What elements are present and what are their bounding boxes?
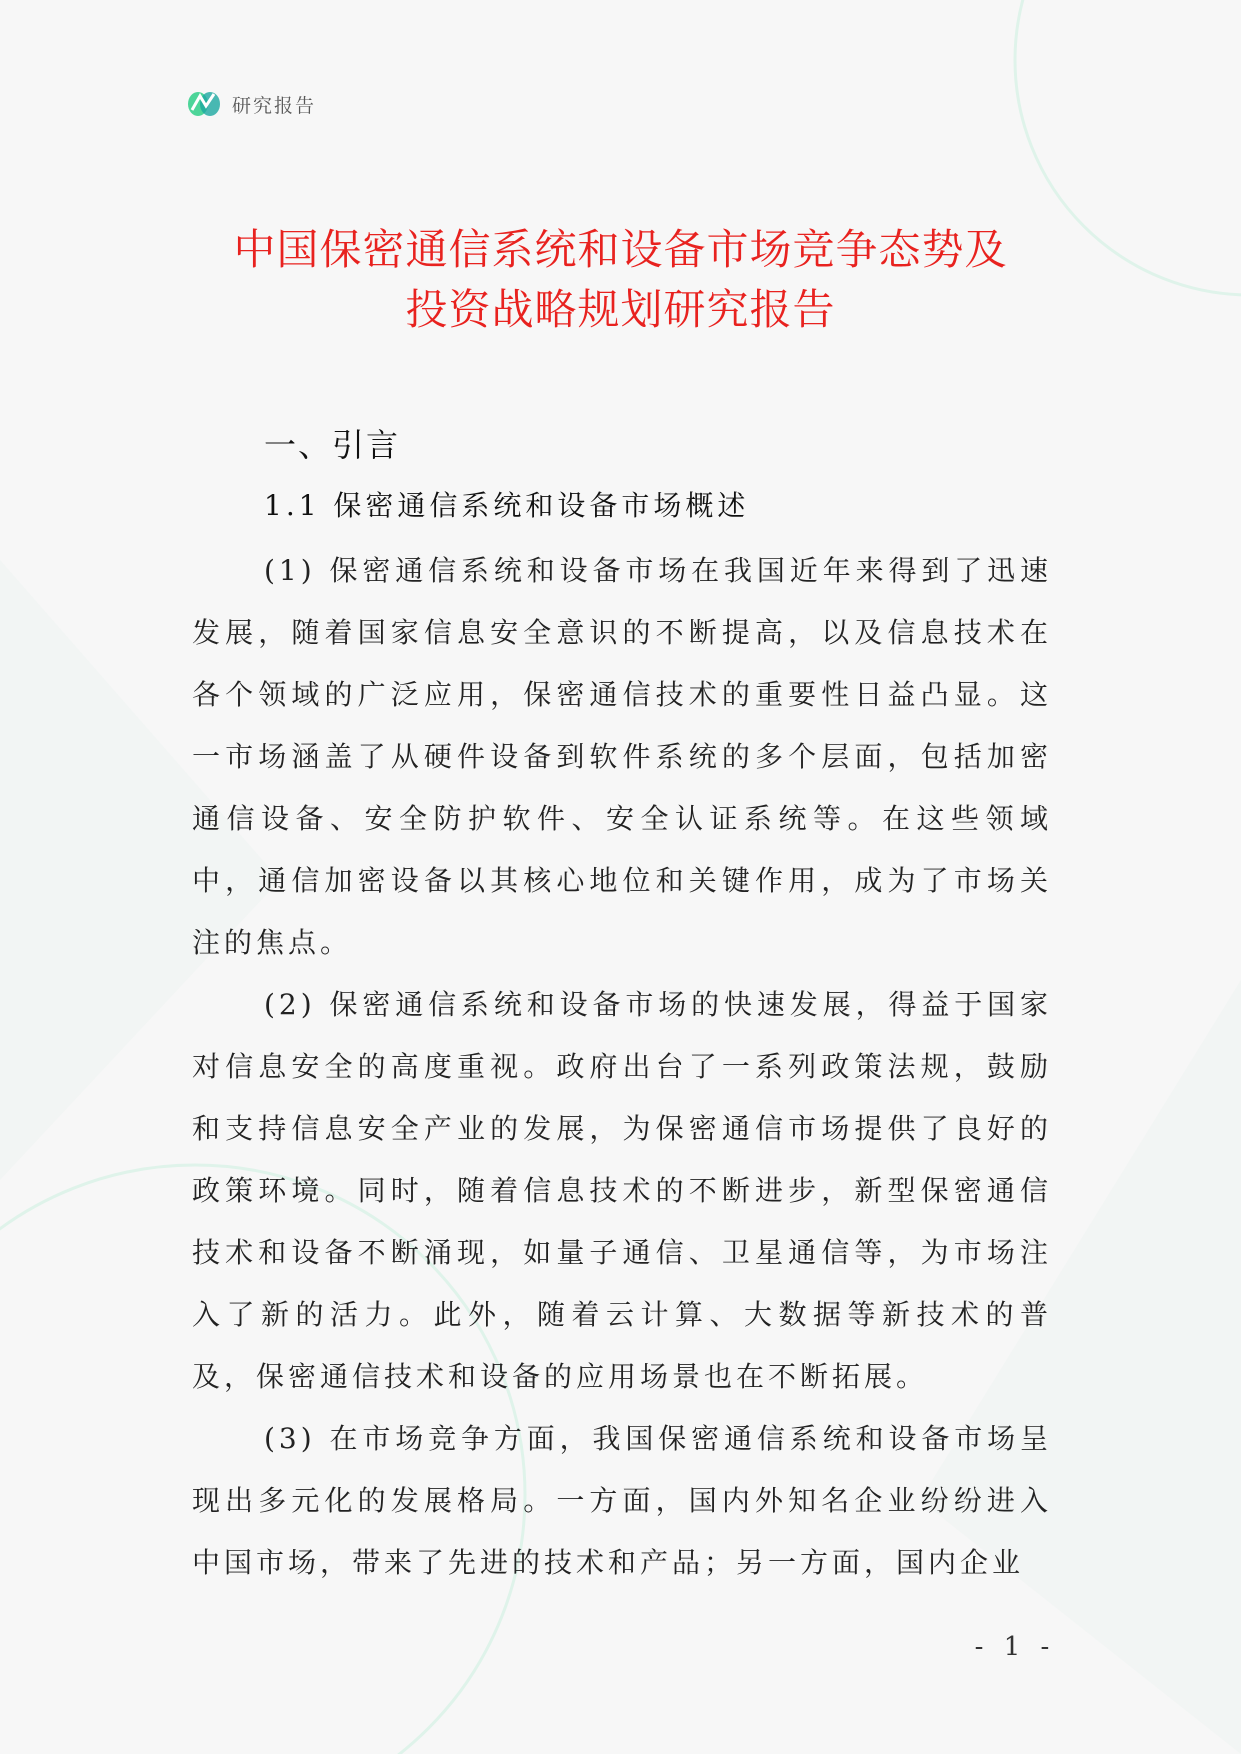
paragraph-1: (1) 保密通信系统和设备市场在我国近年来得到了迅速发展，随着国家信息安全意识的不断提高，以及信息技术在各个领域的广泛应用，保密通信技术的重要性日益凸显。这一市场涵盖了从硬件设备到软件系统的多个层面，包括加密通信设备、安全防护软件、安全认证系统等。在这些领域中，通信加密设备以其核心地位和关键作用，成为了市场关注的焦点。	[192, 554, 1052, 959]
title-line-1: 中国保密通信系统和设备市场竞争态势及	[233, 225, 1008, 274]
section-heading: 一、引言	[264, 426, 401, 464]
brand-header	[186, 88, 316, 120]
paragraph-2: (2) 保密通信系统和设备市场的快速发展，得益于国家对信息安全的高度重视。政府出台了一系列政策法规，鼓励和支持信息安全产业的发展，为保密通信市场提供了良好的政策环境。同时，随着信息技术的不断进步，新型保密通信技术和设备不断涌现，如量子通信、卫星通信等，为市场注入了新的活力。此外，随着云计算、大数据等新技术的普及，保密通信技术和设备的应用场景也在不断拓展。	[192, 988, 1052, 1393]
page-number: - 1 -	[974, 1632, 1056, 1662]
document-title	[130, 220, 1111, 340]
document-body	[192, 418, 1052, 1594]
title-line-2: 投资战略规划研究报告	[405, 285, 836, 334]
brand-text: 研究报告	[232, 94, 317, 117]
paragraph-3: (3) 在市场竞争方面，我国保密通信系统和设备市场呈现出多元化的发展格局。一方面，国内外知名企业纷纷进入中国市场，带来了先进的技术和产品；另一方面，国内企业	[192, 1422, 1052, 1579]
subsection-heading: 1.1 保密通信系统和设备市场概述	[264, 489, 750, 522]
brand-logo-icon	[186, 88, 222, 120]
